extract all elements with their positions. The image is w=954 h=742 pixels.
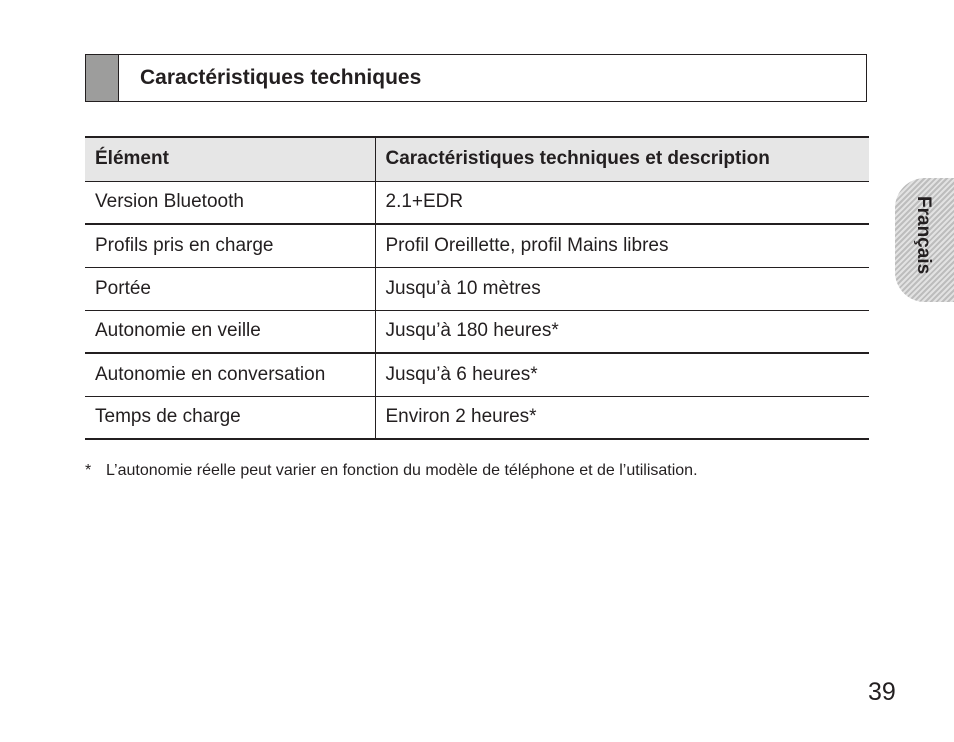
- footnote-text: L’autonomie réelle peut varier en fonction du modèle de téléphone et de l’utilisation.: [106, 462, 698, 479]
- table-header-row: [85, 137, 869, 181]
- row-item: Profils pris en charge: [85, 224, 375, 267]
- row-description: Jusqu’à 180 heures*: [375, 310, 869, 353]
- header-description: Caractéristiques techniques et description: [375, 137, 869, 181]
- section-header: [85, 54, 867, 102]
- footnote-marker: *: [85, 462, 92, 479]
- header-item: Élément: [85, 137, 375, 181]
- table-row: [85, 353, 869, 396]
- spec-table: [85, 136, 869, 440]
- table-row: [85, 267, 869, 310]
- row-item: Portée: [85, 267, 375, 310]
- section-marker: [86, 55, 119, 101]
- row-item: Temps de charge: [85, 396, 375, 439]
- page-number: 39: [868, 678, 896, 706]
- table-row: [85, 181, 869, 224]
- section-title: Caractéristiques techniques: [140, 66, 422, 89]
- row-description: 2.1+EDR: [375, 181, 869, 224]
- row-item: Version Bluetooth: [85, 181, 375, 224]
- row-description: Jusqu’à 10 mètres: [375, 267, 869, 310]
- row-item: Autonomie en veille: [85, 310, 375, 353]
- row-description: Jusqu’à 6 heures*: [375, 353, 869, 396]
- footnote: [85, 462, 698, 480]
- row-item: Autonomie en conversation: [85, 353, 375, 396]
- row-description: Profil Oreillette, profil Mains libres: [375, 224, 869, 267]
- table-row: [85, 310, 869, 353]
- language-tab-label: Français: [913, 196, 934, 275]
- table-row: [85, 224, 869, 267]
- language-tab: [895, 178, 954, 302]
- table-row: [85, 396, 869, 439]
- row-description: Environ 2 heures*: [375, 396, 869, 439]
